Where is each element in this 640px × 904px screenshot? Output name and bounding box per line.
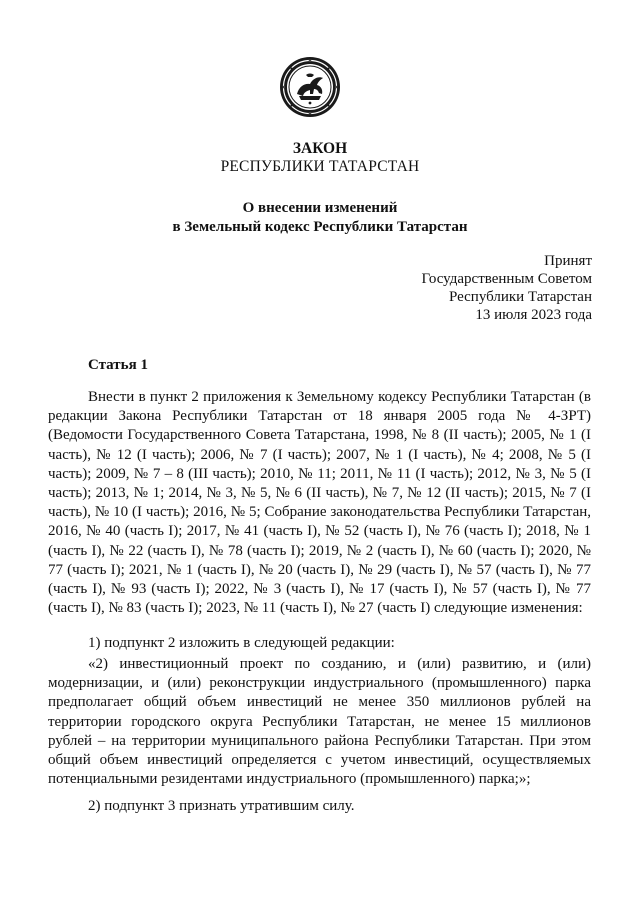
- document-type: ЗАКОН: [292, 140, 348, 157]
- adoption-line: Принят: [544, 253, 592, 269]
- adoption-date: 13 июля 2023 года: [475, 307, 592, 323]
- adoption-line: Государственным Советом: [421, 271, 592, 287]
- law-title-line-2: в Земельный кодекс Республики Татарстан: [172, 219, 468, 235]
- coat-of-arms-icon: [279, 56, 341, 118]
- amendment-item-1: 1) подпункт 2 изложить в следующей редакции:: [88, 635, 395, 651]
- adoption-line: Республики Татарстан: [448, 289, 592, 305]
- adoption-block: [422, 252, 593, 324]
- amendment-item-2: 2) подпункт 3 признать утратившим силу.: [88, 798, 355, 814]
- article-heading: Статья 1: [88, 357, 148, 373]
- law-title-line-1: О внесении изменений: [242, 200, 398, 216]
- amendment-quote-paragraph: «2) инвестиционный проект по созданию, и (или) развитию, и (или) модернизации, и (или) реконструкции индустриального (промышленного) парка предполагает общий объем инвестиций не менее 350 миллионов рублей на территории городского округа Республики Татарстан, не менее 15 миллионов рублей – на территории муниципального района Республики Татарстан. При этом общий объем инвестиций определяется с учетом инвестиций, осуществляемых потенциальными резидентами индустриального (промышленного) парка;»;: [48, 656, 591, 788]
- article-intro-paragraph: Внести в пункт 2 приложения к Земельному кодексу Республики Татарстан (в редакции Закона Республики Татарстан от 18 января 2005 года № 4-ЗРТ) (Ведомости Государственного Совета Татарстана, 1998, № 8 (II часть); 2005, № 1 (I часть), № 12 (I часть); 2006, № 7 (I часть); 2007, № 1 (I часть), № 4; 2008, № 5 (I часть); 2009, № 7 – 8 (III часть); 2010, № 11; 2011, № 11 (I часть); 2012, № 3, № 5 (I часть); 2013, № 1; 2014, № 3, № 5, № 6 (II часть), № 7, № 12 (II часть); 2015, № 7 (I часть), № 10 (I часть); 2016, № 5; Собрание законодательства Республики Татарстан, 2016, № 40 (часть I); 2017, № 41 (часть I), № 52 (часть I), № 76 (часть I); 2018, № 1 (часть I), № 22 (часть I), № 78 (часть I); 2019, № 2 (часть I), № 60 (часть I); 2020, № 77 (часть I); 2021, № 1 (часть I), № 20 (часть I), № 29 (часть I), № 57 (часть I), № 77 (часть I), № 93 (часть I); 2022, № 3 (часть I), № 17 (часть I), № 57 (часть I), № 77 (часть I), № 83 (часть I); 2023, № 11 (часть I), № 27 (часть I) следующие изменения:: [48, 389, 591, 617]
- issuing-authority: РЕСПУБЛИКИ ТАТАРСТАН: [220, 158, 420, 175]
